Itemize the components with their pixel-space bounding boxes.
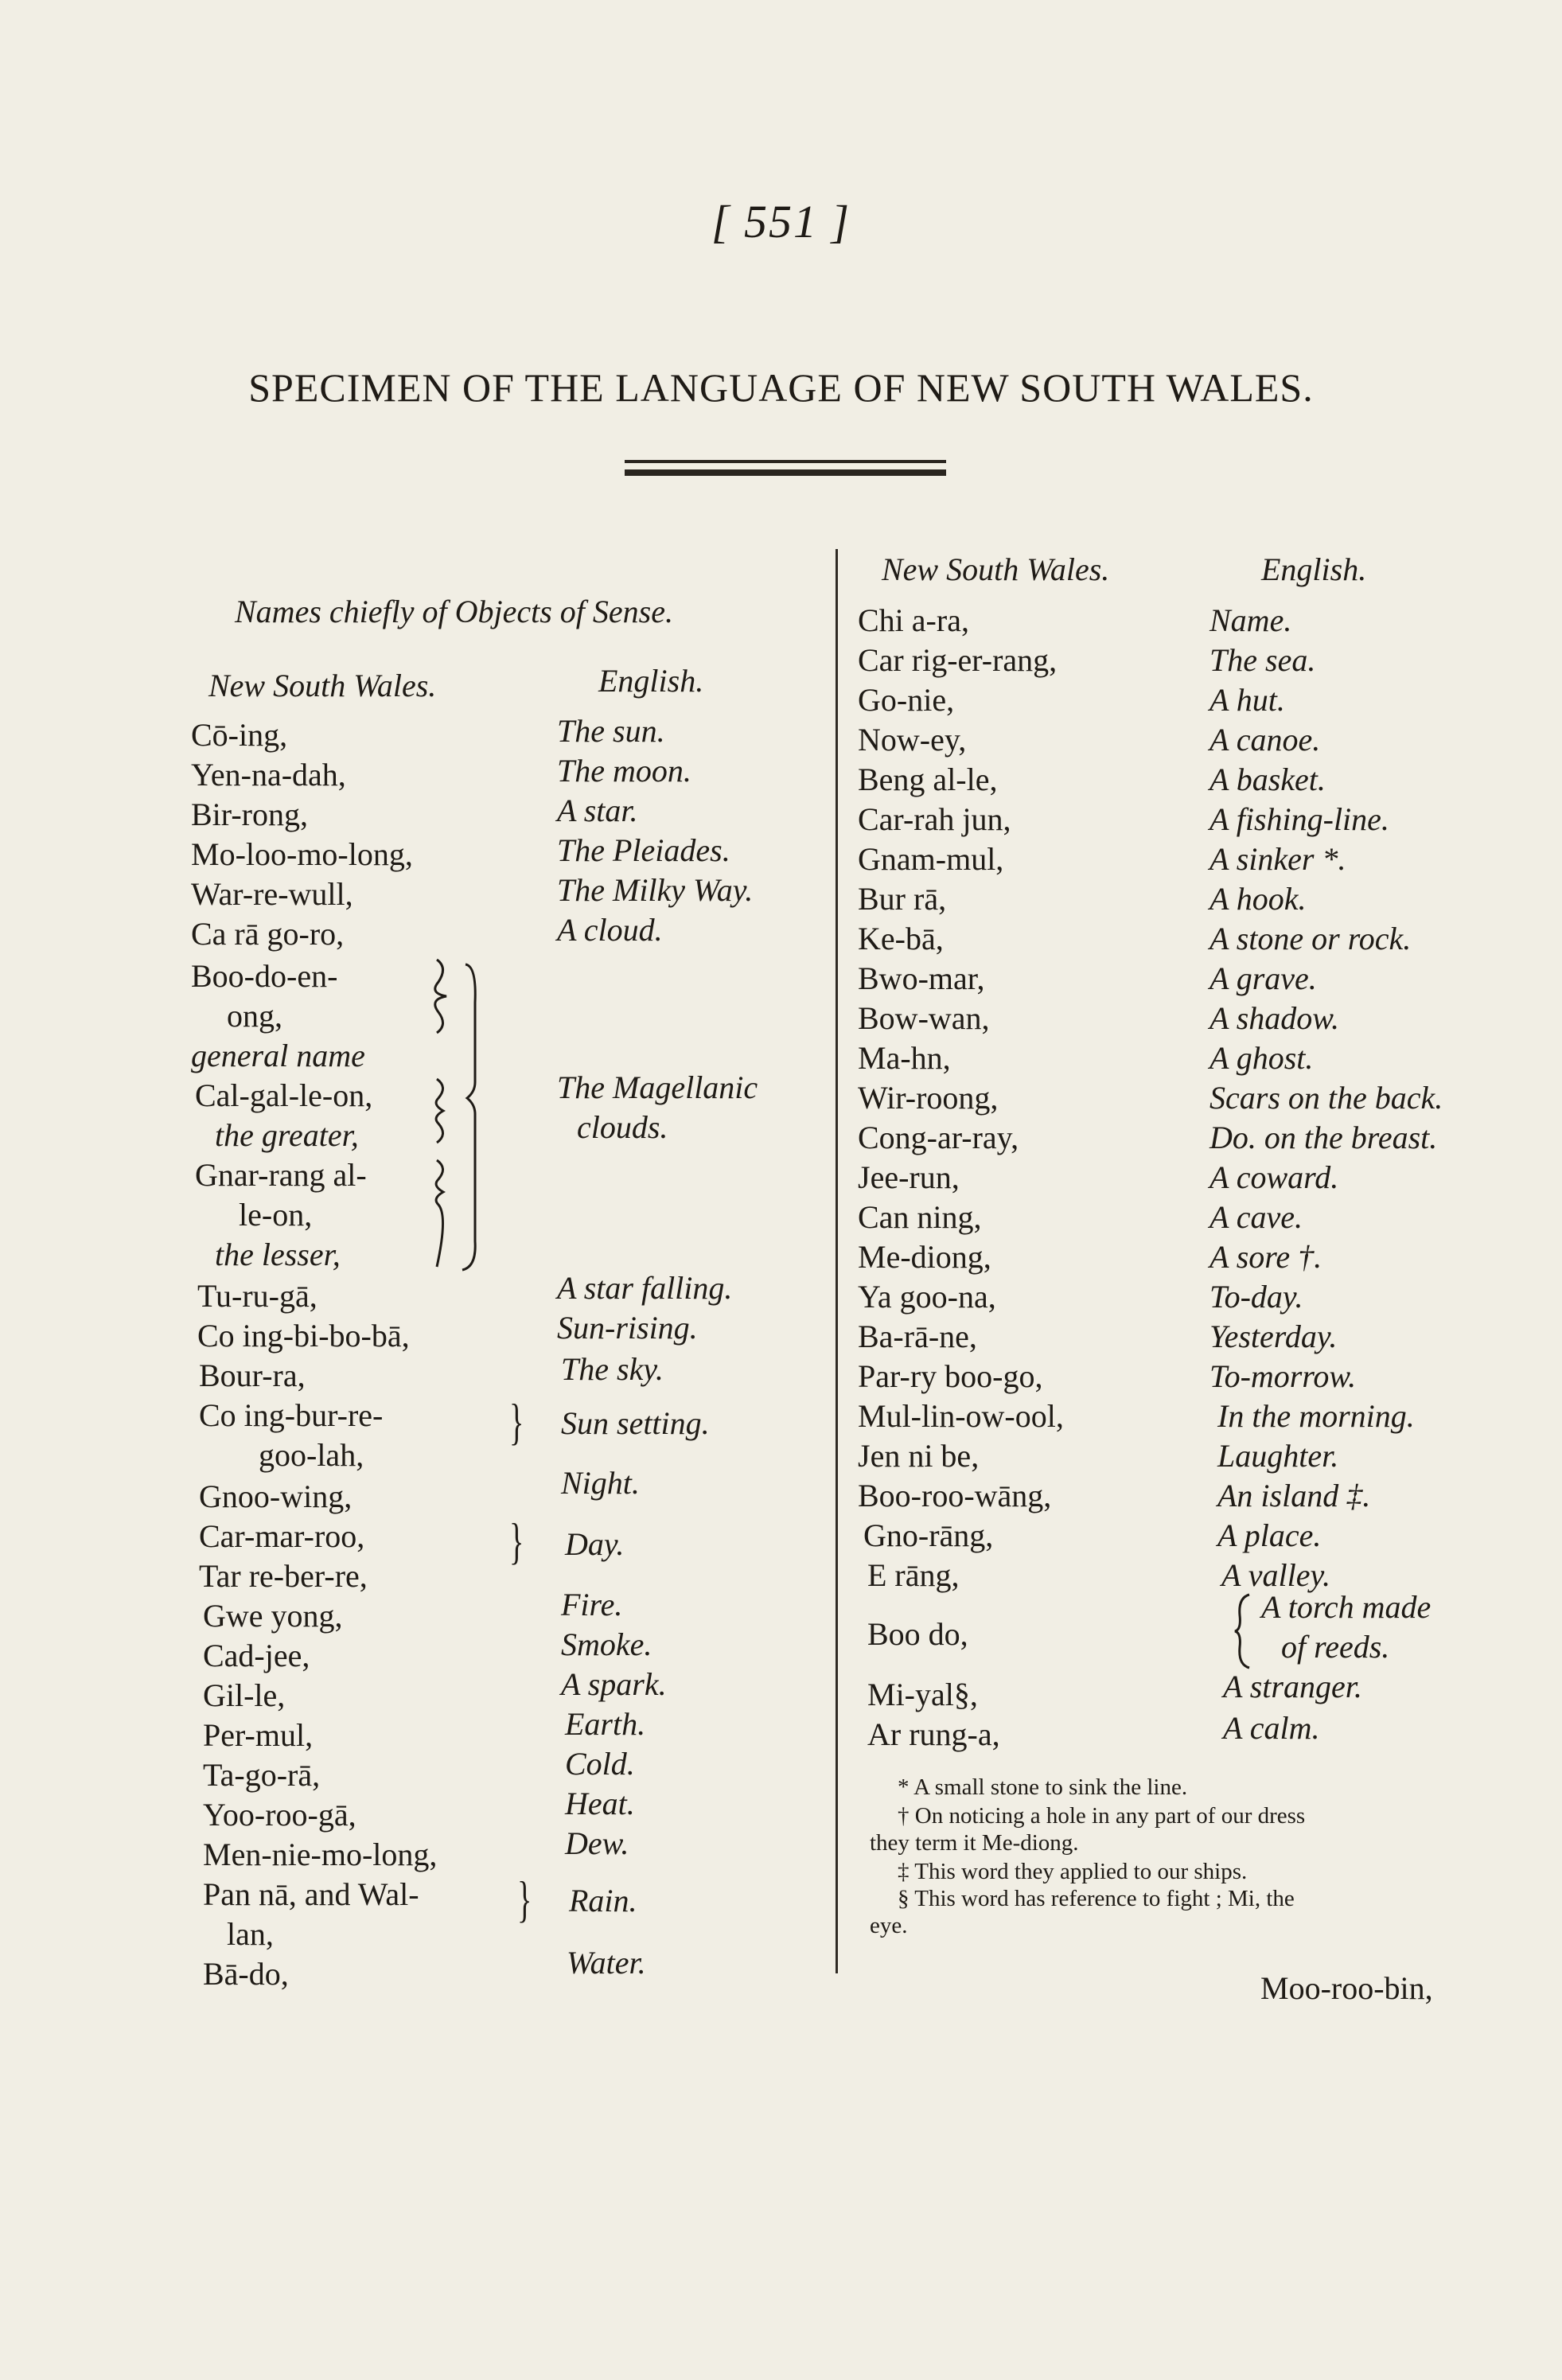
left-nsw-entry: Ta-go-rā, — [203, 1757, 321, 1793]
left-nsw-entry: Co ing-bur-re- — [199, 1397, 384, 1433]
left-nsw-entry: Mo-loo-mo-long, — [191, 836, 413, 872]
brace-day: } — [509, 1513, 524, 1569]
right-eng-entry: A hook. — [1209, 881, 1307, 917]
right-eng-entry: A hut. — [1209, 682, 1285, 718]
right-eng-entry: A valley. — [1221, 1557, 1330, 1593]
left-eng-entry: The Magellanic — [557, 1069, 758, 1105]
right-eng-entry: A stranger. — [1223, 1669, 1362, 1704]
left-col-head-eng: English. — [598, 663, 704, 699]
left-eng-entry: Dew. — [565, 1825, 629, 1861]
page-title: SPECIMEN OF THE LANGUAGE OF NEW SOUTH WALES. — [248, 365, 1314, 410]
left-nsw-entry: Tu-ru-gā, — [197, 1278, 317, 1314]
left-eng-entry: The Pleiades. — [557, 832, 730, 868]
right-nsw-entry: Wir-roong, — [858, 1080, 999, 1116]
left-eng-entry: Water. — [567, 1945, 646, 1981]
right-nsw-entry: Chi a-ra, — [858, 602, 969, 638]
footnote: † On noticing a hole in any part of our dress — [898, 1803, 1306, 1829]
left-nsw-entry: goo-lah, — [259, 1437, 364, 1473]
right-eng-entry: Laughter. — [1217, 1438, 1339, 1474]
brace-sunset: } — [509, 1393, 524, 1450]
small-brace — [436, 1079, 443, 1143]
left-eng-entry: A spark. — [561, 1666, 667, 1702]
right-nsw-entry: Par-ry boo-go, — [858, 1358, 1043, 1394]
right-nsw-entry: Go-nie, — [858, 682, 955, 718]
left-eng-entry: Day. — [565, 1526, 625, 1562]
left-eng-entry: Sun-rising. — [557, 1310, 698, 1346]
right-eng-entry: A sore †. — [1209, 1239, 1322, 1275]
left-nsw-entry: Co ing-bi-bo-bā, — [197, 1318, 410, 1354]
left-nsw-entry: Cō-ing, — [191, 717, 288, 753]
column-divider — [836, 549, 838, 1973]
footnote: eye. — [870, 1913, 908, 1938]
left-eng-entry: A star. — [557, 793, 638, 828]
left-nsw-entry: Pan nā, and Wal- — [203, 1876, 419, 1912]
right-nsw-entry: Jee-run, — [858, 1159, 960, 1195]
brace-torch — [1232, 1591, 1256, 1671]
right-eng-entry: To-morrow. — [1209, 1358, 1357, 1394]
right-nsw-entry: Mul-lin-ow-ool, — [858, 1398, 1064, 1434]
footnote: ‡ This word they applied to our ships. — [898, 1859, 1248, 1884]
right-eng-entry: A shadow. — [1209, 1000, 1339, 1036]
left-nsw-entry: le-on, — [239, 1197, 313, 1233]
left-nsw-entry: lan, — [227, 1916, 274, 1952]
right-nsw-entry: Bwo-mar, — [858, 960, 985, 996]
left-nsw-entry: Gil-le, — [203, 1677, 286, 1713]
left-nsw-entry: Tar re-ber-re, — [199, 1558, 368, 1594]
left-eng-entry: Night. — [561, 1465, 640, 1501]
right-nsw-entry: Boo-roo-wāng, — [858, 1478, 1052, 1513]
right-eng-entry: A sinker *. — [1209, 841, 1346, 877]
right-nsw-entry: Bur rā, — [858, 881, 947, 917]
left-nsw-entry: Gwe yong, — [203, 1598, 343, 1634]
right-eng-entry: The sea. — [1209, 642, 1316, 678]
small-brace — [435, 960, 446, 1033]
right-eng-entry: A calm. — [1223, 1710, 1320, 1746]
small-brace — [436, 1160, 443, 1267]
left-nsw-note: the greater, — [215, 1117, 359, 1153]
left-nsw-entry: Ca rā go-ro, — [191, 916, 345, 952]
left-col-head-nsw: New South Wales. — [208, 668, 437, 703]
catchword: Moo-roo-bin, — [1260, 1970, 1433, 2006]
left-nsw-entry: ong, — [227, 998, 282, 1034]
left-eng-entry: The sky. — [561, 1351, 664, 1387]
footnote: § This word has reference to fight ; Mi, the — [898, 1886, 1295, 1911]
title-rule-thick — [625, 469, 946, 476]
left-nsw-note: the lesser, — [215, 1237, 341, 1272]
right-eng-entry: A place. — [1217, 1517, 1322, 1553]
left-nsw-entry: Bā-do, — [203, 1956, 289, 1992]
title-rule-thin — [625, 460, 946, 463]
right-eng-entry: A basket. — [1209, 762, 1326, 797]
right-nsw-entry: Boo do, — [867, 1616, 968, 1652]
right-nsw-entry: Cong-ar-ray, — [858, 1120, 1019, 1155]
right-eng-entry: A coward. — [1209, 1159, 1339, 1195]
right-eng-entry: Name. — [1209, 602, 1292, 638]
right-eng-entry: Do. on the breast. — [1209, 1120, 1438, 1155]
left-nsw-entry: Gnoo-wing, — [199, 1478, 353, 1514]
right-nsw-entry: Ya goo-na, — [858, 1279, 996, 1315]
right-nsw-entry: Car rig-er-rang, — [858, 642, 1058, 678]
brace-group — [426, 955, 489, 1273]
right-nsw-entry: Ma-hn, — [858, 1040, 951, 1076]
left-nsw-entry: Yen-na-dah, — [191, 757, 346, 793]
right-nsw-entry: Jen ni be, — [858, 1438, 980, 1474]
left-eng-entry: Heat. — [565, 1786, 635, 1821]
left-nsw-note: general name — [191, 1038, 365, 1073]
right-eng-entry: A stone or rock. — [1209, 921, 1412, 956]
left-eng-entry: Fire. — [561, 1587, 623, 1622]
left-nsw-entry: Car-mar-roo, — [199, 1518, 365, 1554]
right-nsw-entry: Mi-yal§, — [867, 1677, 978, 1712]
right-nsw-entry: E rāng, — [867, 1557, 960, 1593]
left-nsw-entry: Boo-do-en- — [191, 958, 338, 994]
right-eng-entry: An island ‡. — [1217, 1478, 1371, 1513]
right-eng-entry: A canoe. — [1209, 722, 1321, 758]
left-eng-entry: The Milky Way. — [557, 872, 754, 908]
right-nsw-entry: Beng al-le, — [858, 762, 998, 797]
right-eng-entry: A cave. — [1209, 1199, 1303, 1235]
right-nsw-entry: Now-ey, — [858, 722, 967, 758]
footnote: they term it Me-diong. — [870, 1830, 1079, 1856]
footnote: * A small stone to sink the line. — [898, 1774, 1188, 1800]
right-eng-entry: Yesterday. — [1209, 1319, 1338, 1354]
right-nsw-entry: Me-diong, — [858, 1239, 991, 1275]
right-eng-entry: A torch made — [1261, 1589, 1432, 1625]
left-eng-entry: The sun. — [557, 713, 665, 749]
left-eng-entry: clouds. — [577, 1109, 668, 1145]
right-nsw-entry: Gno-rāng, — [863, 1517, 994, 1553]
left-nsw-entry: Cal-gal-le-on, — [195, 1077, 373, 1113]
large-brace — [462, 964, 475, 1270]
left-eng-entry: Sun setting. — [561, 1405, 710, 1441]
right-nsw-entry: Ke-bā, — [858, 921, 944, 956]
left-eng-entry: The moon. — [557, 753, 691, 789]
running-head: [ 551 ] — [711, 196, 851, 247]
left-eng-entry: Smoke. — [561, 1626, 652, 1662]
right-nsw-entry: Gnam-mul, — [858, 841, 1004, 877]
left-eng-entry: Earth. — [565, 1706, 646, 1742]
right-nsw-entry: Bow-wan, — [858, 1000, 990, 1036]
left-eng-entry: Rain. — [569, 1883, 637, 1918]
right-nsw-entry: Car-rah jun, — [858, 801, 1011, 837]
brace-rain: } — [517, 1871, 532, 1927]
right-eng-entry: A grave. — [1209, 960, 1317, 996]
right-nsw-entry: Can ning, — [858, 1199, 982, 1235]
left-nsw-entry: Yoo-roo-gā, — [203, 1797, 356, 1833]
left-eng-entry: A cloud. — [557, 912, 663, 948]
right-eng-entry: of reeds. — [1281, 1629, 1390, 1665]
right-eng-entry: Scars on the back. — [1209, 1080, 1443, 1116]
right-eng-entry: In the morning. — [1217, 1398, 1415, 1434]
left-nsw-entry: War-re-wull, — [191, 876, 353, 912]
right-eng-entry: A fishing-line. — [1209, 801, 1389, 837]
right-eng-entry: To-day. — [1209, 1279, 1303, 1315]
left-nsw-entry: Per-mul, — [203, 1717, 314, 1753]
left-eng-entry: Cold. — [565, 1746, 635, 1782]
right-col-head-eng: English. — [1261, 551, 1367, 587]
left-nsw-entry: Cad-jee, — [203, 1638, 310, 1673]
right-col-head-nsw: New South Wales. — [882, 551, 1110, 587]
left-nsw-entry: Gnar-rang al- — [195, 1157, 367, 1193]
right-nsw-entry: Ba-rā-ne, — [858, 1319, 977, 1354]
right-eng-entry: A ghost. — [1209, 1040, 1314, 1076]
left-nsw-entry: Bir-rong, — [191, 797, 308, 832]
left-nsw-entry: Bour-ra, — [199, 1357, 306, 1393]
left-nsw-entry: Men-nie-mo-long, — [203, 1837, 438, 1872]
left-eng-entry: A star falling. — [557, 1270, 733, 1306]
right-nsw-entry: Ar rung-a, — [867, 1716, 1000, 1752]
section-heading: Names chiefly of Objects of Sense. — [235, 594, 673, 629]
